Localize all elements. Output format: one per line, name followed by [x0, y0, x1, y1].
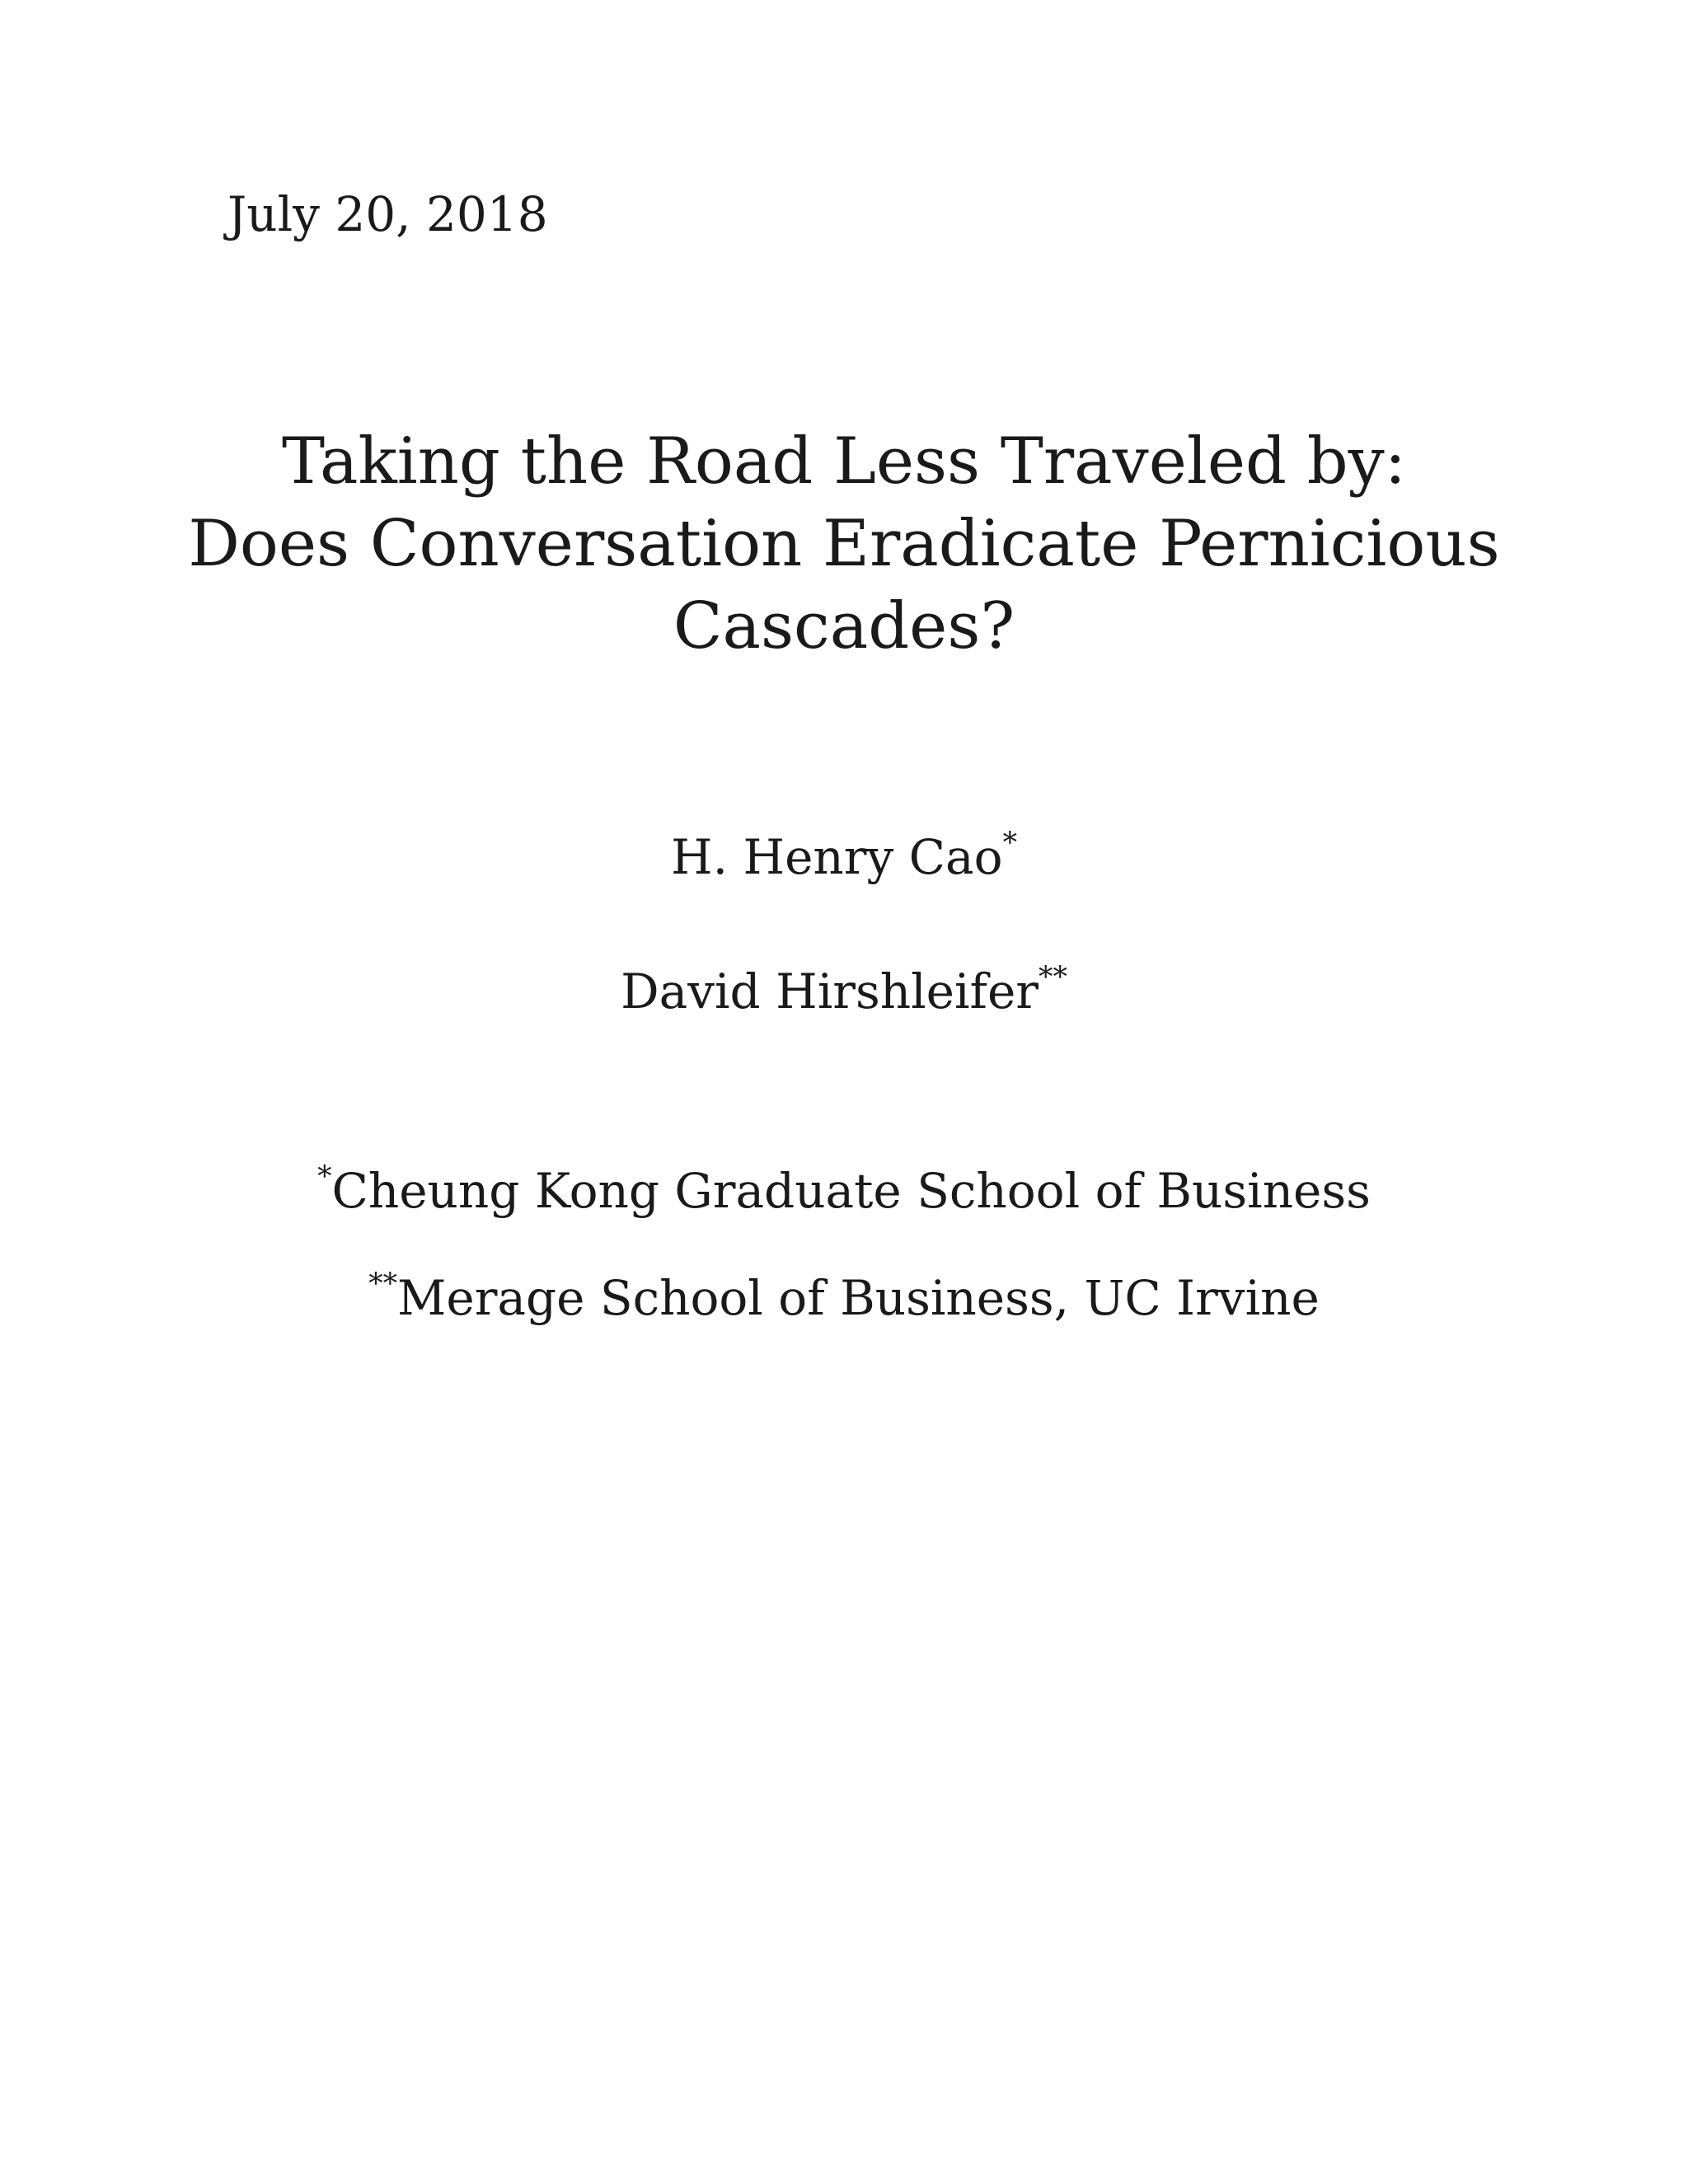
title-line-1: Taking the Road Less Traveled by: [281, 424, 1407, 499]
author-2 [0, 963, 1688, 1020]
affiliation-2 [0, 1269, 1688, 1327]
affiliation-2-name: Merage School of Business, UC Irvine [396, 1270, 1320, 1326]
author-1 [0, 828, 1688, 886]
affiliation-1-mark: * [317, 1160, 332, 1194]
affiliation-2-mark: ** [368, 1268, 397, 1301]
author-1-name: H. Henry Cao [671, 829, 1003, 885]
paper-title [185, 420, 1503, 668]
document-date: July 20, 2018 [227, 186, 548, 242]
author-2-name: David Hirshleifer [621, 963, 1039, 1019]
title-line-2: Does Conversation Eradicate Pernicious [188, 507, 1500, 581]
author-2-mark: ** [1039, 961, 1067, 995]
affiliation-1 [0, 1162, 1688, 1220]
title-line-3: Cascades? [673, 589, 1015, 663]
author-1-mark: * [1002, 827, 1017, 860]
affiliation-1-name: Cheung Kong Graduate School of Business [331, 1163, 1371, 1219]
